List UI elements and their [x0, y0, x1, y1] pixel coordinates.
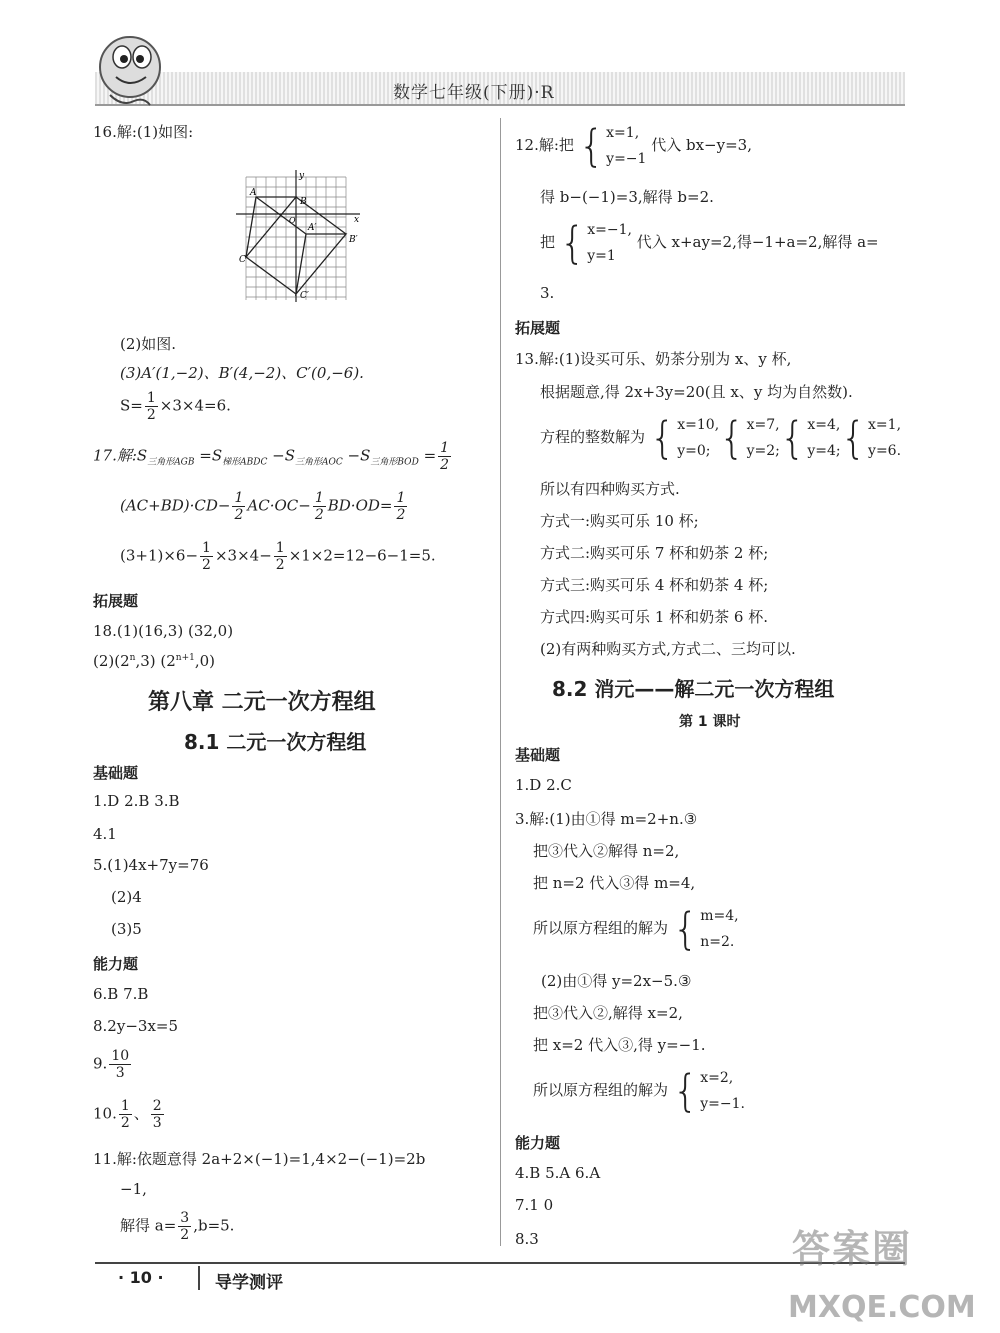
q17-line3: (3+1)×6− $\frac{1}{2}$ ×3×4− $\frac{1}{2}$ ×1×2=12−6−1=5.: [120, 540, 436, 573]
section-extension-right: 拓展题: [515, 319, 561, 337]
q12-line1: 12.解:把 { x=1, y=−1 代入 bx−y=3,: [515, 120, 752, 172]
r-answer-8: 8.3: [515, 1230, 539, 1248]
q13-line2: 根据题意,得 2x+3y=20(且 x、y 均为自然数).: [540, 383, 853, 401]
q13-line9: (2)有两种购买方式,方式二、三均可以.: [540, 640, 796, 658]
q13-line4: 所以有四种购买方式.: [540, 480, 680, 498]
answer-5-2: (2)4: [111, 888, 142, 906]
answers-1-3: 1.D 2.B 3.B: [93, 792, 180, 810]
r-q3-line1: 3.解:(1)由①得 m=2+n.③: [515, 810, 698, 828]
q13-line1: 13.解:(1)设买可乐、奶茶分别为 x、y 杯,: [515, 350, 792, 368]
q12-line4: 3.: [540, 284, 555, 302]
svg-text:C: C: [239, 255, 246, 265]
r-q3-line8: 所以原方程组的解为 { x=2, y=−1.: [533, 1065, 745, 1117]
solution-pair: { x=7, y=2;: [719, 412, 780, 464]
section-8-1-title: 8.1 二元一次方程组: [184, 730, 367, 754]
lesson-label: 第 1 课时: [679, 714, 741, 730]
r-q3-line7: 把 x=2 代入③,得 y=−1.: [533, 1036, 706, 1054]
page-number: · 10 ·: [118, 1268, 164, 1287]
svg-text:x: x: [354, 215, 360, 225]
mascot-icon: [92, 25, 172, 110]
answer-4: 4.1: [93, 825, 117, 843]
answer-5-3: (3)5: [111, 920, 142, 938]
answer-11-line3: 解得 a= $\frac{3}{2}$ ,b=5.: [120, 1210, 235, 1243]
q18-part2: (2)(2$^n$,3) $(2^{n+1},0)$: [93, 652, 216, 670]
section-basic-right: 基础题: [515, 746, 561, 764]
footer-line: [95, 1262, 905, 1264]
r-q3-line6: 把③代入②,解得 x=2,: [533, 1004, 683, 1022]
q13-line6: 方式二:购买可乐 7 杯和奶茶 2 杯;: [540, 544, 769, 562]
answer-11-line2: −1,: [120, 1180, 147, 1198]
q17-line2: (AC+BD)·CD− $\frac{1}{2}$ AC·OC− $\frac{1}{2}$ BD·OD= $\frac{1}{2}$: [120, 490, 406, 523]
solution-pair: { x=1, y=6.: [840, 412, 902, 464]
footer-book-name: 导学测评: [215, 1273, 283, 1293]
q13-solutions: 方程的整数解为 { x=10, y=0; { x=7, y=2; { x=4, y=4; { x=1, y=6.: [540, 412, 902, 464]
q13-line7: 方式三:购买可乐 4 杯和奶茶 4 杯;: [540, 576, 769, 594]
r-answers-4-6: 4.B 5.A 6.A: [515, 1164, 601, 1182]
q16-part3: (3)A′(1,−2)、B′(4,−2)、C′(0,−6).: [120, 364, 364, 382]
section-basic: 基础题: [93, 764, 139, 782]
chapter-title: 第八章 二元一次方程组: [148, 690, 376, 715]
q13-line8: 方式四:购买可乐 1 杯和奶茶 6 杯.: [540, 608, 768, 626]
answer-11-line1: 11.解:依题意得 2a+2×(−1)=1,4×2−(−1)=2b: [93, 1150, 426, 1168]
svg-text:B′: B′: [349, 235, 358, 245]
solution-pair: { x=4, y=4;: [779, 412, 841, 464]
q12-line2: 得 b−(−1)=3,解得 b=2.: [540, 188, 714, 206]
svg-text:A′: A′: [308, 223, 317, 233]
q16-part1: 16.解:(1)如图:: [93, 123, 194, 141]
r-q3-line3: 把 n=2 代入③得 m=4,: [533, 874, 696, 892]
q16-part2: (2)如图.: [120, 335, 177, 353]
q17-line1: 17.解$:S_{三角形AGB} =S_{梯形ABDC} -S_{三角形AOC} -S_{三角形BOD}$ = $\frac{1}{2}$: [93, 440, 450, 473]
r-answer-7: 7.1 0: [515, 1196, 554, 1214]
answer-9: 9. $\frac{10}{3}$: [93, 1048, 130, 1081]
answer-10: 10. $\frac{1}{2}$ 、 $\frac{2}{3}$: [93, 1098, 162, 1131]
solution-pair: { x=10, y=0;: [649, 412, 720, 464]
section-ability-right: 能力题: [515, 1134, 561, 1152]
section-ability: 能力题: [93, 955, 139, 973]
watermark-logo: 答案圈: [792, 1227, 913, 1271]
svg-text:C′: C′: [300, 291, 309, 301]
r-q3-line2: 把③代入②解得 n=2,: [533, 842, 680, 860]
coordinate-graph: [236, 170, 366, 305]
svg-text:O: O: [289, 216, 296, 225]
r-q3-line5: (2)由①得 y=2x−5.③: [541, 972, 692, 990]
r-q3-line4: 所以原方程组的解为 { m=4, n=2.: [533, 903, 739, 955]
answer-8: 8.2y−3x=5: [93, 1017, 179, 1035]
watermark-text: MXQE.COM: [788, 1290, 976, 1325]
svg-text:y: y: [299, 171, 305, 181]
q13-line5: 方式一:购买可乐 10 杯;: [540, 512, 699, 530]
q18-part1: 18.(1)(16,3) (32,0): [93, 622, 234, 640]
section-8-2-title: 8.2 消元——解二元一次方程组: [552, 677, 835, 701]
q12-line3: 把 { x=−1, y=1 代入 x+ay=2,得−1+a=2,解得 a=: [540, 217, 879, 269]
r-answers-1-2: 1.D 2.C: [515, 776, 572, 794]
footer-separator: [198, 1266, 200, 1290]
svg-text:B: B: [300, 197, 307, 207]
header-title: 数学七年级(下册)·R: [393, 83, 555, 103]
section-extension: 拓展题: [93, 592, 139, 610]
answers-6-7: 6.B 7.B: [93, 985, 149, 1003]
svg-text:A: A: [250, 188, 257, 198]
column-divider: [500, 118, 501, 1246]
q16-area: S= $\frac{1}{2}$ ×3×4=6.: [120, 390, 231, 423]
answer-5-1: 5.(1)4x+7y=76: [93, 856, 209, 874]
